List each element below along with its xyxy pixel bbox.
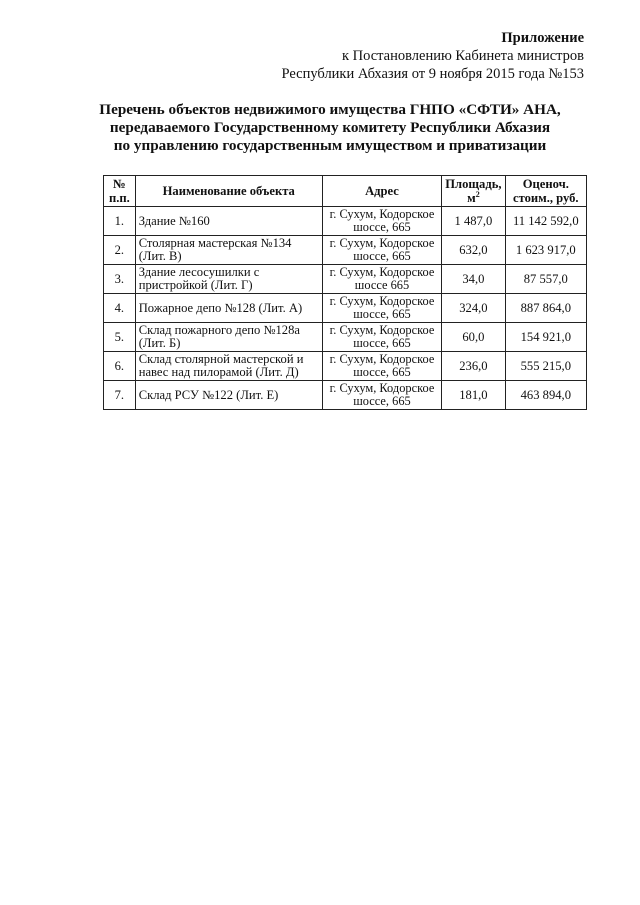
document-title-line-2: передаваемого Государственному комитету Республики Абхазия bbox=[109, 119, 551, 136]
header-number bbox=[104, 176, 136, 207]
row-object-name-line-1: Столярная мастерская №134 bbox=[138, 236, 292, 250]
row-address-line-1: г. Сухум, Кодорское bbox=[329, 207, 435, 221]
header-area-unit-text: м bbox=[467, 191, 476, 205]
row-area: 632,0 bbox=[442, 236, 505, 265]
row-address-line-2: шоссе, 665 bbox=[353, 336, 411, 350]
row-object-name-line-2: навес над пилорамой (Лит. Д) bbox=[138, 365, 299, 379]
table-row bbox=[104, 294, 587, 323]
row-object-name-line-2: пристройкой (Лит. Г) bbox=[138, 278, 253, 292]
row-cost: 154 921,0 bbox=[505, 323, 586, 352]
row-object-name-line-1: Склад столярной мастерской и bbox=[138, 352, 304, 366]
annex-reference-line-1: к Постановлению Кабинета министров bbox=[341, 48, 584, 64]
row-address bbox=[322, 381, 441, 410]
annex-block bbox=[282, 29, 585, 83]
property-table bbox=[103, 175, 587, 410]
row-address bbox=[322, 207, 441, 236]
header-address: Адрес bbox=[322, 176, 441, 207]
header-area-unit bbox=[445, 191, 501, 205]
table-row bbox=[104, 236, 587, 265]
header-object-name: Наименование объекта bbox=[135, 176, 322, 207]
row-address-line-2: шоссе 665 bbox=[354, 278, 410, 292]
row-object-name-line-1: Здание №160 bbox=[138, 213, 210, 228]
annex-reference-line-2: Республики Абхазия от 9 ноября 2015 года №153 bbox=[281, 66, 584, 82]
row-number: 4. bbox=[104, 294, 136, 323]
header-cost-line-2: стоим., руб. bbox=[512, 191, 579, 205]
row-number: 6. bbox=[104, 352, 136, 381]
row-address-line-2: шоссе, 665 bbox=[353, 249, 411, 263]
row-cost: 87 557,0 bbox=[505, 265, 586, 294]
row-address bbox=[322, 323, 441, 352]
table-row bbox=[104, 381, 587, 410]
row-address-line-2: шоссе, 665 bbox=[353, 307, 411, 321]
table-row bbox=[104, 207, 587, 236]
row-number: 7. bbox=[104, 381, 136, 410]
row-object-name bbox=[135, 207, 322, 236]
table-row bbox=[104, 352, 587, 381]
document-title-line-3: по управлению государственным имуществом и приватизации bbox=[113, 137, 547, 154]
row-address-line-1: г. Сухум, Кодорское bbox=[329, 294, 435, 308]
row-area: 34,0 bbox=[442, 265, 505, 294]
row-cost: 463 894,0 bbox=[505, 381, 586, 410]
row-object-name bbox=[135, 352, 322, 381]
row-address-line-1: г. Сухум, Кодорское bbox=[329, 265, 435, 279]
row-object-name bbox=[135, 265, 322, 294]
row-cost: 887 864,0 bbox=[505, 294, 586, 323]
document-title bbox=[60, 101, 600, 155]
header-area bbox=[442, 176, 505, 207]
row-area: 181,0 bbox=[442, 381, 505, 410]
row-address-line-2: шоссе, 665 bbox=[353, 394, 411, 408]
row-object-name-line-1: Пожарное депо №128 (Лит. А) bbox=[138, 300, 303, 315]
row-number: 2. bbox=[104, 236, 136, 265]
document-title-line-1: Перечень объектов недвижимого имущества ГНПО «СФТИ» АНА, bbox=[99, 101, 561, 118]
row-area: 60,0 bbox=[442, 323, 505, 352]
row-address-line-1: г. Сухум, Кодорское bbox=[329, 236, 435, 250]
row-number: 1. bbox=[104, 207, 136, 236]
header-area-line-1: Площадь, bbox=[445, 177, 502, 191]
row-object-name-line-2: (Лит. Б) bbox=[138, 336, 181, 350]
row-address bbox=[322, 294, 441, 323]
header-cost-line-1: Оценоч. bbox=[522, 177, 569, 191]
row-address-line-1: г. Сухум, Кодорское bbox=[329, 381, 435, 395]
row-address-line-1: г. Сухум, Кодорское bbox=[329, 352, 435, 366]
row-object-name-line-1: Склад РСУ №122 (Лит. Е) bbox=[138, 387, 279, 402]
row-address-line-1: г. Сухум, Кодорское bbox=[329, 323, 435, 337]
row-number: 5. bbox=[104, 323, 136, 352]
row-address-line-2: шоссе, 665 bbox=[353, 365, 411, 379]
row-area: 1 487,0 bbox=[442, 207, 505, 236]
header-estimated-cost bbox=[505, 176, 586, 207]
row-cost: 11 142 592,0 bbox=[505, 207, 586, 236]
header-number-line-1: № bbox=[113, 177, 126, 191]
row-address-line-2: шоссе, 665 bbox=[353, 220, 411, 234]
header-number-line-2: п.п. bbox=[108, 191, 130, 205]
row-object-name-line-2: (Лит. В) bbox=[138, 249, 182, 263]
annex-title: Приложение bbox=[501, 30, 584, 46]
row-area: 324,0 bbox=[442, 294, 505, 323]
row-number: 3. bbox=[104, 265, 136, 294]
row-address bbox=[322, 236, 441, 265]
row-cost: 555 215,0 bbox=[505, 352, 586, 381]
table-row bbox=[104, 265, 587, 294]
row-object-name bbox=[135, 323, 322, 352]
row-object-name bbox=[135, 236, 322, 265]
table-header-row bbox=[104, 176, 587, 207]
table-row bbox=[104, 323, 587, 352]
row-cost: 1 623 917,0 bbox=[505, 236, 586, 265]
header-area-unit-superscript: 2 bbox=[475, 189, 480, 199]
row-object-name bbox=[135, 381, 322, 410]
row-object-name bbox=[135, 294, 322, 323]
row-address bbox=[322, 265, 441, 294]
row-object-name-line-1: Склад пожарного депо №128а bbox=[138, 323, 300, 337]
row-object-name-line-1: Здание лесосушилки с bbox=[138, 265, 260, 279]
row-area: 236,0 bbox=[442, 352, 505, 381]
row-address bbox=[322, 352, 441, 381]
